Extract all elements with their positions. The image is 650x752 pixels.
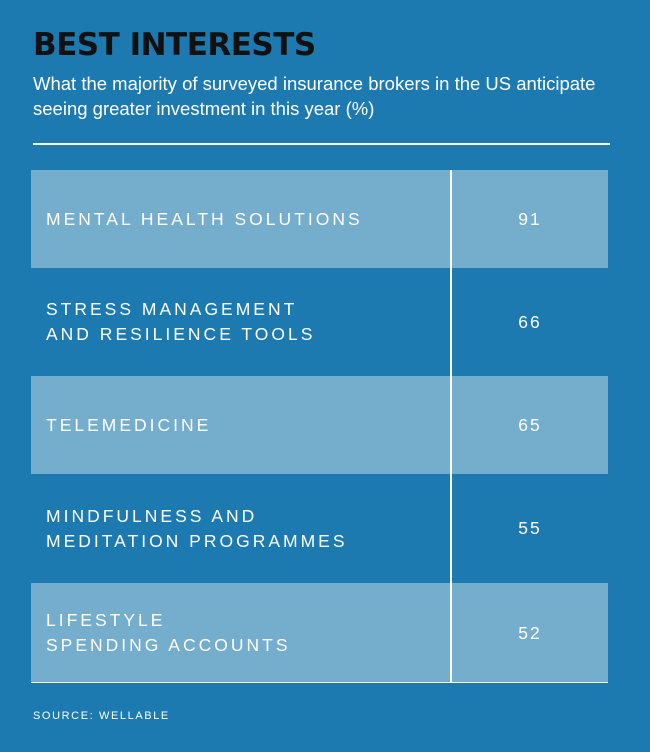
row-value: 66 xyxy=(518,311,542,332)
table-row xyxy=(31,268,608,376)
chart-title: BEST INTERESTS xyxy=(33,27,316,63)
row-label xyxy=(46,268,446,376)
data-table xyxy=(31,170,608,683)
table-row xyxy=(31,170,608,268)
table-row xyxy=(31,583,608,683)
header-divider xyxy=(33,143,610,145)
row-label-line: SPENDING ACCOUNTS xyxy=(46,635,291,655)
row-label-line: LIFESTYLE xyxy=(46,610,166,630)
table-row xyxy=(31,474,608,583)
row-label-line: MINDFULNESS AND xyxy=(46,505,258,526)
chart-subtitle: What the majority of surveyed insurance brokers in the US anticipate seeing greater investment in this year (%) xyxy=(33,73,596,119)
row-value: 52 xyxy=(518,622,542,643)
row-value: 55 xyxy=(518,518,542,538)
column-divider xyxy=(450,170,452,683)
row-label-line: MENTAL HEALTH SOLUTIONS xyxy=(46,208,363,229)
row-label xyxy=(46,474,446,583)
row-value: 91 xyxy=(518,208,542,229)
row-label-line: AND RESILIENCE TOOLS xyxy=(46,324,316,344)
table-bottom-rule xyxy=(31,682,608,683)
row-label-line: TELEMEDICINE xyxy=(46,414,212,435)
row-label-line: MEDITATION PROGRAMMES xyxy=(46,530,348,551)
row-label xyxy=(46,170,446,268)
row-value: 65 xyxy=(518,414,542,435)
source-note: SOURCE: WELLABLE xyxy=(33,710,170,722)
row-label xyxy=(46,376,446,474)
table-row xyxy=(31,376,608,474)
row-label-line: STRESS MANAGEMENT xyxy=(46,299,298,319)
row-label xyxy=(46,583,446,683)
